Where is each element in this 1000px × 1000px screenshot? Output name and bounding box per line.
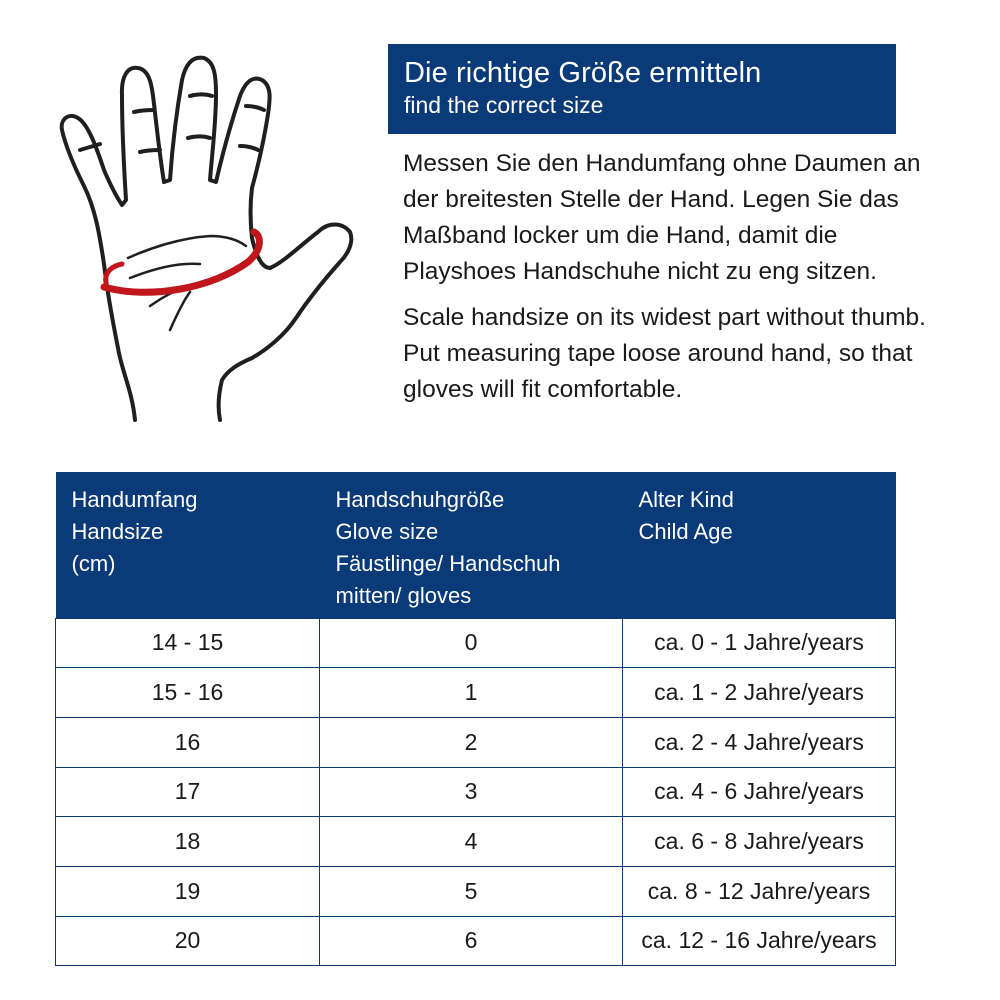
header-glove-type-en: mitten/ gloves	[335, 583, 472, 608]
header-banner	[388, 44, 896, 134]
cell-child-age: ca. 4 - 6 Jahre/years	[623, 767, 896, 817]
cell-handsize: 20	[56, 916, 320, 966]
hand-with-measuring-tape-icon	[40, 40, 370, 440]
table-row	[56, 916, 896, 966]
header-handsize-de: Handumfang	[71, 487, 198, 512]
cell-handsize: 17	[56, 767, 320, 817]
page-title: Die richtige Größe ermitteln	[404, 57, 762, 89]
cell-handsize: 14 - 15	[56, 618, 320, 668]
table-row	[56, 668, 896, 718]
cell-child-age: ca. 12 - 16 Jahre/years	[623, 916, 896, 966]
cell-glove-size: 6	[320, 916, 623, 966]
header-handsize-unit: (cm)	[71, 551, 116, 576]
header-child-age-de: Alter Kind	[638, 487, 734, 512]
cell-child-age: ca. 0 - 1 Jahre/years	[623, 618, 896, 668]
header-glove-size-en: Glove size	[335, 519, 439, 544]
table-row	[56, 866, 896, 916]
cell-glove-size: 0	[320, 618, 623, 668]
cell-glove-size: 2	[320, 717, 623, 767]
size-table	[55, 472, 896, 966]
header-child-age-en: Child Age	[638, 519, 733, 544]
header-child-age	[623, 472, 896, 618]
cell-glove-size: 3	[320, 767, 623, 817]
table-row	[56, 618, 896, 668]
cell-child-age: ca. 2 - 4 Jahre/years	[623, 717, 896, 767]
cell-handsize: 18	[56, 817, 320, 867]
cell-glove-size: 5	[320, 866, 623, 916]
cell-glove-size: 1	[320, 668, 623, 718]
cell-child-age: ca. 1 - 2 Jahre/years	[623, 668, 896, 718]
cell-child-age: ca. 8 - 12 Jahre/years	[623, 866, 896, 916]
table-header-row	[56, 472, 896, 618]
table-row	[56, 717, 896, 767]
header-glove-size	[320, 472, 623, 618]
table-row	[56, 767, 896, 817]
cell-glove-size: 4	[320, 817, 623, 867]
table-row	[56, 817, 896, 867]
cell-handsize: 15 - 16	[56, 668, 320, 718]
header-glove-type-de: Fäustlinge/ Handschuh	[335, 551, 561, 576]
cell-child-age: ca. 6 - 8 Jahre/years	[623, 817, 896, 867]
header-handsize	[56, 472, 320, 618]
header-handsize-en: Handsize	[71, 519, 164, 544]
cell-handsize: 16	[56, 717, 320, 767]
instructions-german: Messen Sie den Handumfang ohne Daumen an der breitesten Stelle der Hand. Legen Sie das Maßband locker um die Hand, damit die Playshoes Handschuhe nicht zu eng sitzen.	[403, 150, 921, 285]
instructions-english: Scale handsize on its widest part without thumb. Put measuring tape loose around hand, so that gloves will fit comfortable.	[403, 304, 926, 403]
header-glove-size-de: Handschuhgröße	[335, 487, 505, 512]
instructions	[403, 146, 933, 408]
cell-handsize: 19	[56, 866, 320, 916]
page-subtitle: find the correct size	[404, 92, 604, 118]
